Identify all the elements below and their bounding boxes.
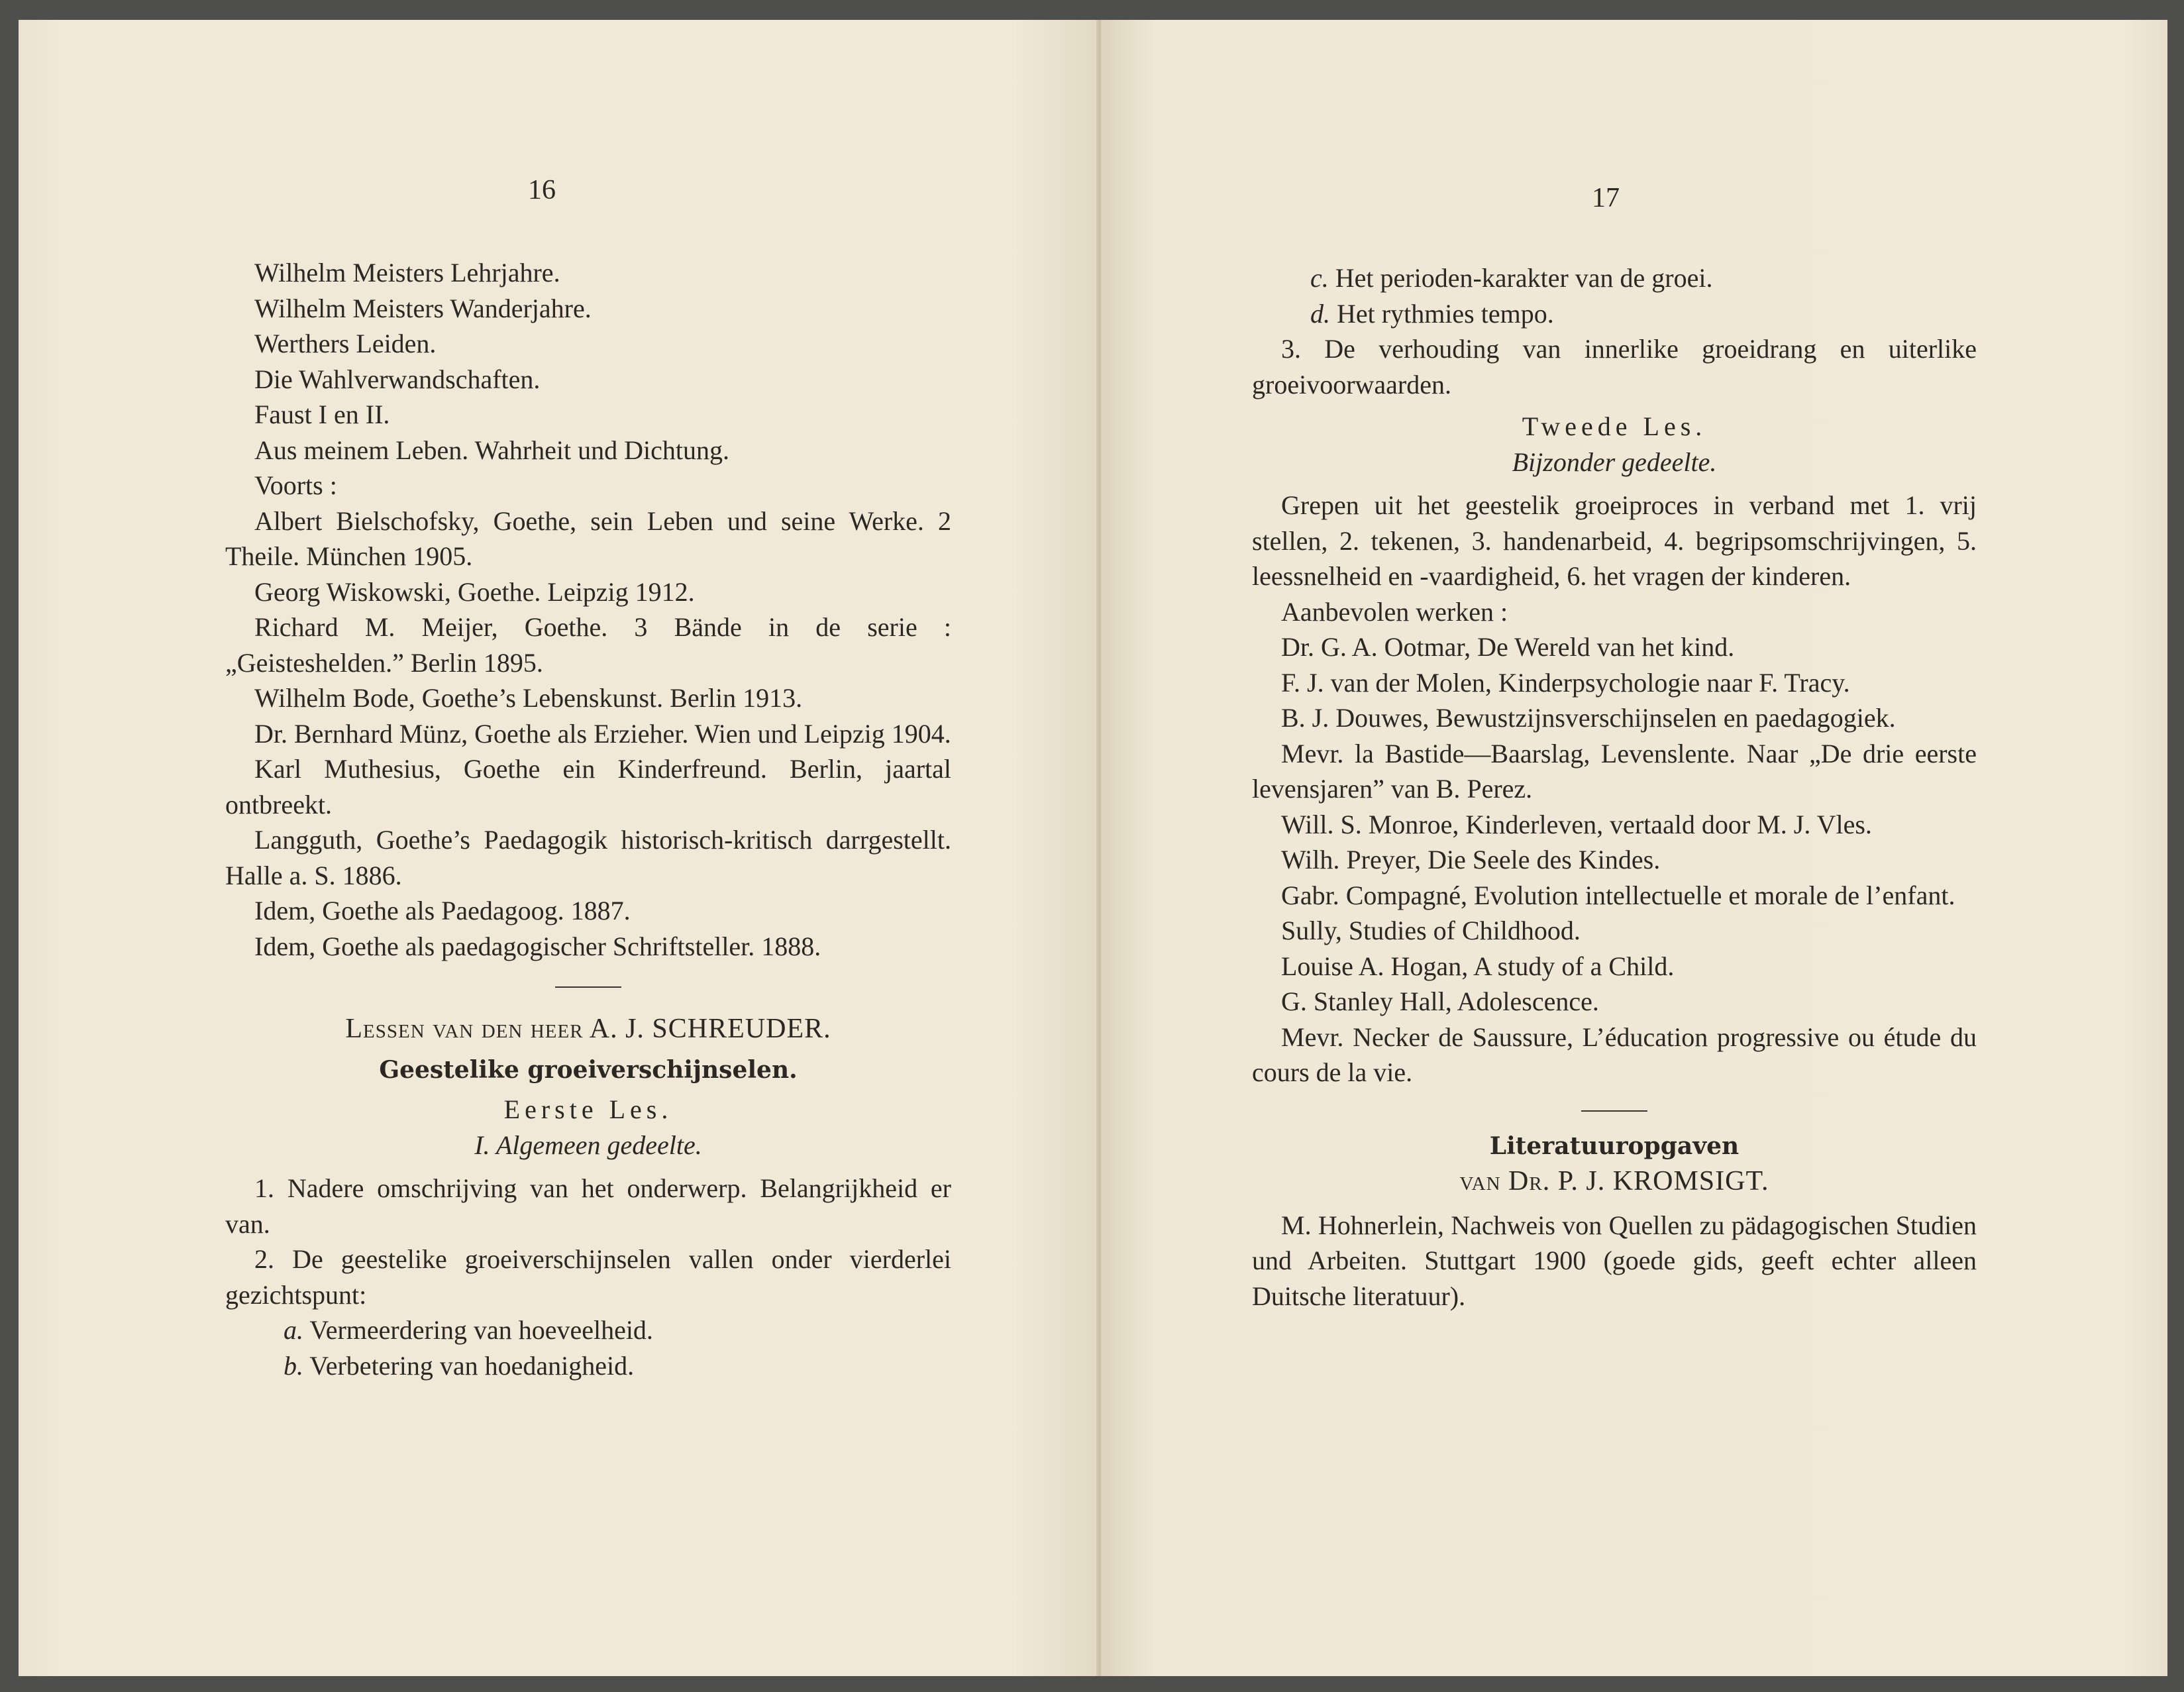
sub-item (1252, 296, 1977, 332)
reference-entry: Wilh. Preyer, Die Seele des Kindes. (1281, 845, 1661, 874)
reference-entry: Will. S. Monroe, Kinderleven, vertaald door M. J. Vles. (1281, 809, 1872, 839)
sub-item (1252, 260, 1977, 296)
left-page-body (225, 255, 951, 1383)
reference-entry: Albert Bielschofsky, Goethe, sein Leben und seine Werke. 2 Theile. München 1905. (225, 505, 951, 571)
section-subtitle: van Dr. P. J. KROMSIGT. (1459, 1166, 1769, 1196)
work-title: Aus meinem Leben. Wahrheit und Dichtung. (254, 435, 729, 465)
sub-item-text: Het perioden-karakter van de groei. (1335, 263, 1713, 293)
reference-entry: Wilhelm Bode, Goethe’s Lebenskunst. Berlin 1913. (254, 683, 803, 713)
work-title: Werthers Leiden. (254, 329, 437, 358)
numbered-item: 1. Nadere omschrijving van het onderwerp. Belangrijkheid er van. (225, 1173, 951, 1239)
reference-entry: F. J. van der Molen, Kinderpsychologie naar F. Tracy. (1281, 667, 1850, 698)
reference-entry: Richard M. Meijer, Goethe. 3 Bände in de serie : „Geisteshelden.” Berlin 1895. (225, 612, 951, 678)
lesson-heading: Tweede Les. (1522, 411, 1707, 441)
lesson-heading: Eerste Les. (503, 1094, 673, 1124)
sub-item (225, 1348, 951, 1384)
reference-entry: Sully, Studies of Childhood. (1281, 916, 1581, 945)
work-title: Die Wahlverwandschaften. (254, 364, 541, 394)
sub-item-label: a. (284, 1315, 303, 1345)
sub-item-label: d. (1310, 298, 1330, 329)
reference-entry: G. Stanley Hall, Adolescence. (1281, 986, 1599, 1016)
page-number: 17 (1592, 183, 1620, 213)
work-title: Wilhelm Meisters Lehrjahre. (254, 258, 560, 288)
reference-entry: Mevr. la Bastide—Baarslag, Levenslente. Naar „De drie eerste levensjaren” van B. Perez. (1252, 738, 1977, 804)
section-title: Geestelike groeiverschijnselen. (379, 1055, 798, 1084)
numbered-item: 2. De geestelike groeiverschijnselen vallen onder vierderlei gezichtspunt: (225, 1244, 951, 1310)
recommended-label: Aanbevolen werken : (1281, 596, 1508, 627)
reference-entry: Georg Wiskowski, Goethe. Leipzig 1912. (254, 576, 695, 607)
reference-entry: Mevr. Necker de Saussure, L’éducation progressive ou étude du cours de la vie. (1252, 1022, 1977, 1087)
section-title: Literatuuropgaven (1489, 1132, 1740, 1160)
sub-item-label: b. (284, 1350, 303, 1381)
voorts-label: Voorts : (254, 470, 337, 500)
work-title: Wilhelm Meisters Wanderjahre. (254, 293, 592, 323)
page-number: 16 (528, 175, 556, 205)
work-title: Faust I en II. (254, 399, 390, 429)
right-page (1101, 20, 2167, 1676)
left-page (19, 20, 1100, 1676)
reference-entry: Louise A. Hogan, A study of a Child. (1281, 951, 1675, 981)
reference-entry: M. Hohnerlein, Nachweis von Quellen zu pädagogischen Studien und Arbeiten. Stuttgart 1900 (goede gids, geeft echter alleen Duitsche literatuur). (1252, 1210, 1977, 1311)
lesson-subheading: I. Algemeen gedeelte. (474, 1130, 702, 1160)
reference-entry: Karl Muthesius, Goethe ein Kinderfreund. Berlin, jaartal ontbreekt. (225, 754, 951, 820)
sub-item (225, 1312, 951, 1348)
reference-entry: Gabr. Compagné, Evolution intellectuelle et morale de l’enfant. (1281, 880, 1955, 910)
lesson-intro: Grepen uit het geestelik groeiproces in verband met 1. vrij stellen, 2. tekenen, 3. handenarbeid, 4. begripsomschrijvingen, 5. leessnelheid en -vaardigheid, 6. het vragen der kinderen. (1252, 490, 1977, 591)
sub-item-text: Vermeerdering van hoeveelheid. (309, 1315, 653, 1345)
reference-entry: Idem, Goethe als paedagogischer Schriftsteller. 1888. (254, 931, 821, 961)
reference-entry: Dr. Bernhard Münz, Goethe als Erzieher. Wien und Leipzig 1904. (254, 718, 951, 749)
sub-item-text: Verbetering van hoedanigheid. (309, 1350, 635, 1381)
lesson-subheading: Bijzonder gedeelte. (1512, 447, 1717, 477)
reference-entry: Dr. G. A. Ootmar, De Wereld van het kind. (1281, 632, 1735, 662)
right-page-body (1252, 260, 1977, 1314)
sub-item-label: c. (1310, 263, 1329, 293)
sub-item-text: Het rythmies tempo. (1337, 298, 1554, 329)
section-heading: Lessen van den heer A. J. SCHREUDER. (345, 1014, 831, 1044)
reference-entry: Idem, Goethe als Paedagoog. 1887. (254, 896, 631, 925)
numbered-item: 3. De verhouding van innerlike groeidrang en uiterlike groeivoorwaarden. (1252, 334, 1977, 399)
reference-entry: B. J. Douwes, Bewustzijnsverschijnselen en paedagogiek. (1281, 703, 1896, 733)
reference-entry: Langguth, Goethe’s Paedagogik historisch-kritisch darrgestellt. Halle a. S. 1886. (225, 825, 951, 890)
